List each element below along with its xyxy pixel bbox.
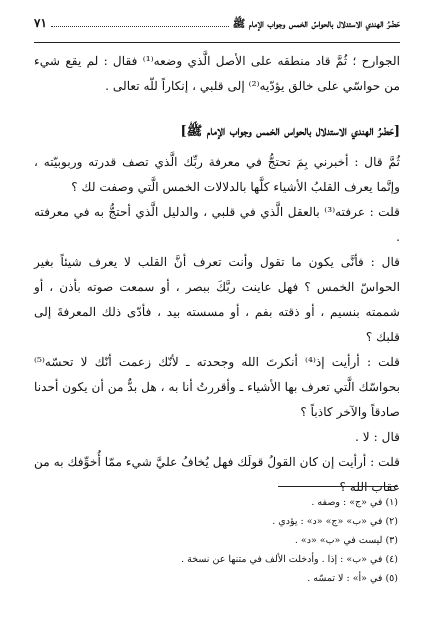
header-title: حَضْرُ الهندي الاستدلال بالحواسّ الخمس وجواب الإمام ﷺ: [232, 18, 400, 30]
paragraph: قلت : أرأيت إذ⁽⁴⁾ أنكرتَ الله وجحدته ـ لأنّك زعمت أنّك لا تحسّه⁽⁵⁾ بحواسّك الَّتي تعرف بها الأشياء ـ وأقررتُ أنا به ، هل بدٌّ من أن يكون أحدنا صادقاً والآخر كاذباً ؟: [34, 355, 400, 419]
footnote: (٥) في «أ» : لا تمسّه .: [307, 573, 398, 584]
running-header: [34, 0, 400, 40]
paragraph: قال : فأنَّى يكون ما تقول وأنت تعرف أنَّ القلب لا يعرف شيئاً بغير الحواسّ الخمس ؟ فهل عاينت ربَّكَ ببصر ، أو سمعت صوته بأذن ، أو شممته بنسيم ، أو ذقته بفم ، أو مسسته بيد ، فأدّى ذلك المعرفةَ إلى قلبك ؟: [34, 255, 400, 344]
footnote: (١) في «ج» : وصفه .: [311, 497, 398, 508]
section-heading: [حَضْرُ الهندي الاستدلال بالحواس الخمس وجواب الإمام ﷺ]: [180, 124, 400, 139]
paragraph: قال : لا .: [355, 430, 400, 444]
paragraph-intro: الجوارح ؛ ثُمَّ قاد منطقه على الأصل الَّذي وضعه⁽¹⁾ فقال : لم يقع شيء من حواسّي على خالق يؤدّيه⁽²⁾ إلى قلبي ، إنكاراً للّه تعالى .: [34, 54, 401, 93]
paragraph: قلت : عرفته⁽³⁾ بالعقل الَّذي في قلبي ، والدليل الَّذي أحتجُّ به في معرفته .: [34, 205, 400, 244]
footnote: (٤) في «ب» : إذا . وأدخلت الألف في متنها عن نسخة .: [181, 554, 398, 565]
footnotes: [34, 486, 398, 588]
header-dot-leader: [51, 26, 229, 27]
header-rule: [34, 42, 400, 43]
footnote-rule: [278, 486, 398, 487]
footnote: (٢) في «ب» «ج» «د» : يؤدي .: [272, 516, 398, 527]
page-number: ٧١: [34, 16, 47, 30]
paragraph: قلت : أرأيت إن كان القولُ قولَك فهل يُخافُ عليَّ شيء ممّا أُخوِّفك به من عقاب الله ؟: [34, 455, 400, 494]
paragraph: ثُمَّ قال : أخبرني بِمَ تحتجُّ في معرفة ربِّك الَّذي تصف قدرته وربوبيّته ، وإنَّما يعرف القلبُ الأشياء كلَّها بالدلالات الخمس الَّتي وصفت لك ؟: [34, 155, 400, 194]
footnote: (٣) ليست في «ب» «د» .: [294, 535, 398, 546]
